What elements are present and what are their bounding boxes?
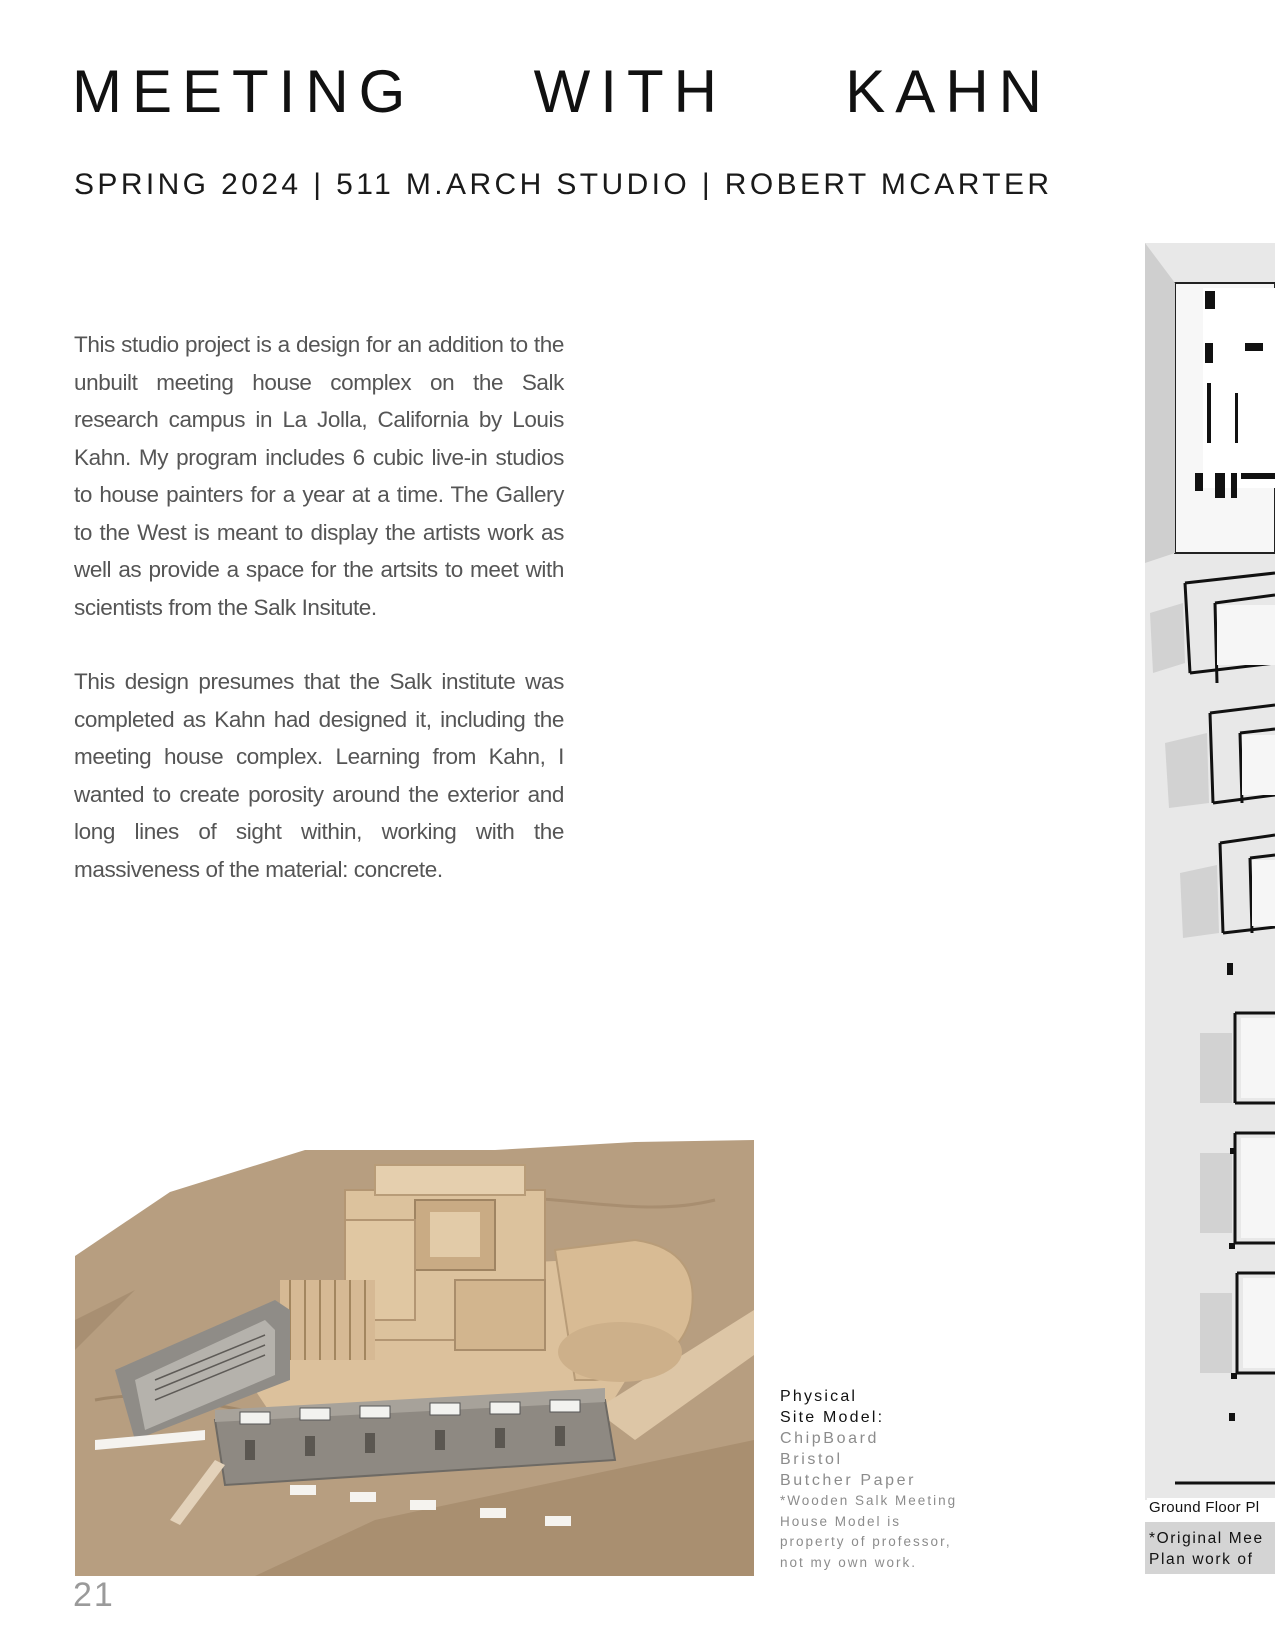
caption-note-line-3: property of professor, xyxy=(780,1534,952,1549)
project-subtitle: SPRING 2024 | 511 M.ARCH STUDIO | ROBERT MCARTER xyxy=(74,168,1053,201)
plan-note xyxy=(1145,1522,1275,1574)
caption-material-3: Butcher Paper xyxy=(780,1472,917,1489)
site-model-photo xyxy=(75,1140,754,1576)
caption-note-line-2: House Model is xyxy=(780,1513,902,1529)
caption-note-line-1: *Wooden Salk Meeting xyxy=(780,1493,958,1508)
plan-note-line-2: Plan work of xyxy=(1149,1551,1254,1568)
caption-title-line-1: Physical xyxy=(780,1388,858,1405)
project-description xyxy=(74,326,564,925)
description-paragraph-1: This studio project is a design for an addition to the unbuilt meeting house complex on the Salk research campus in La Jolla, California by Louis Kahn. My program includes 6 cubic live-in studios to house painters for a year at a time. The Gallery to the West is meant to display the artists work as well as provide a space for the artsits to meet with scientists from the Salk Insitute. xyxy=(74,332,564,620)
model-caption xyxy=(780,1386,1010,1573)
caption-material-2: Bristol xyxy=(780,1451,843,1468)
title-word-3: KAHN xyxy=(845,58,1052,125)
caption-title-line-2: Site Model: xyxy=(780,1409,885,1426)
ground-floor-plan-drawing xyxy=(1145,243,1275,1500)
page-number: 21 xyxy=(73,1576,115,1614)
plan-note-line-1: *Original Mee xyxy=(1149,1530,1264,1547)
description-paragraph-2: This design presumes that the Salk institute was completed as Kahn had designed it, including the meeting house complex. Learning from Kahn, I wanted to create porosity around the exterior and long lines of sight within, working with the massiveness of the material: concrete. xyxy=(74,669,564,882)
caption-note-line-4: not my own work. xyxy=(780,1554,918,1570)
caption-material-1: ChipBoard xyxy=(780,1430,880,1447)
title-word-2: WITH xyxy=(533,58,727,125)
plan-label: Ground Floor Pl xyxy=(1147,1498,1275,1518)
page-title xyxy=(72,58,1052,125)
title-word-1: MEETING xyxy=(72,58,416,125)
